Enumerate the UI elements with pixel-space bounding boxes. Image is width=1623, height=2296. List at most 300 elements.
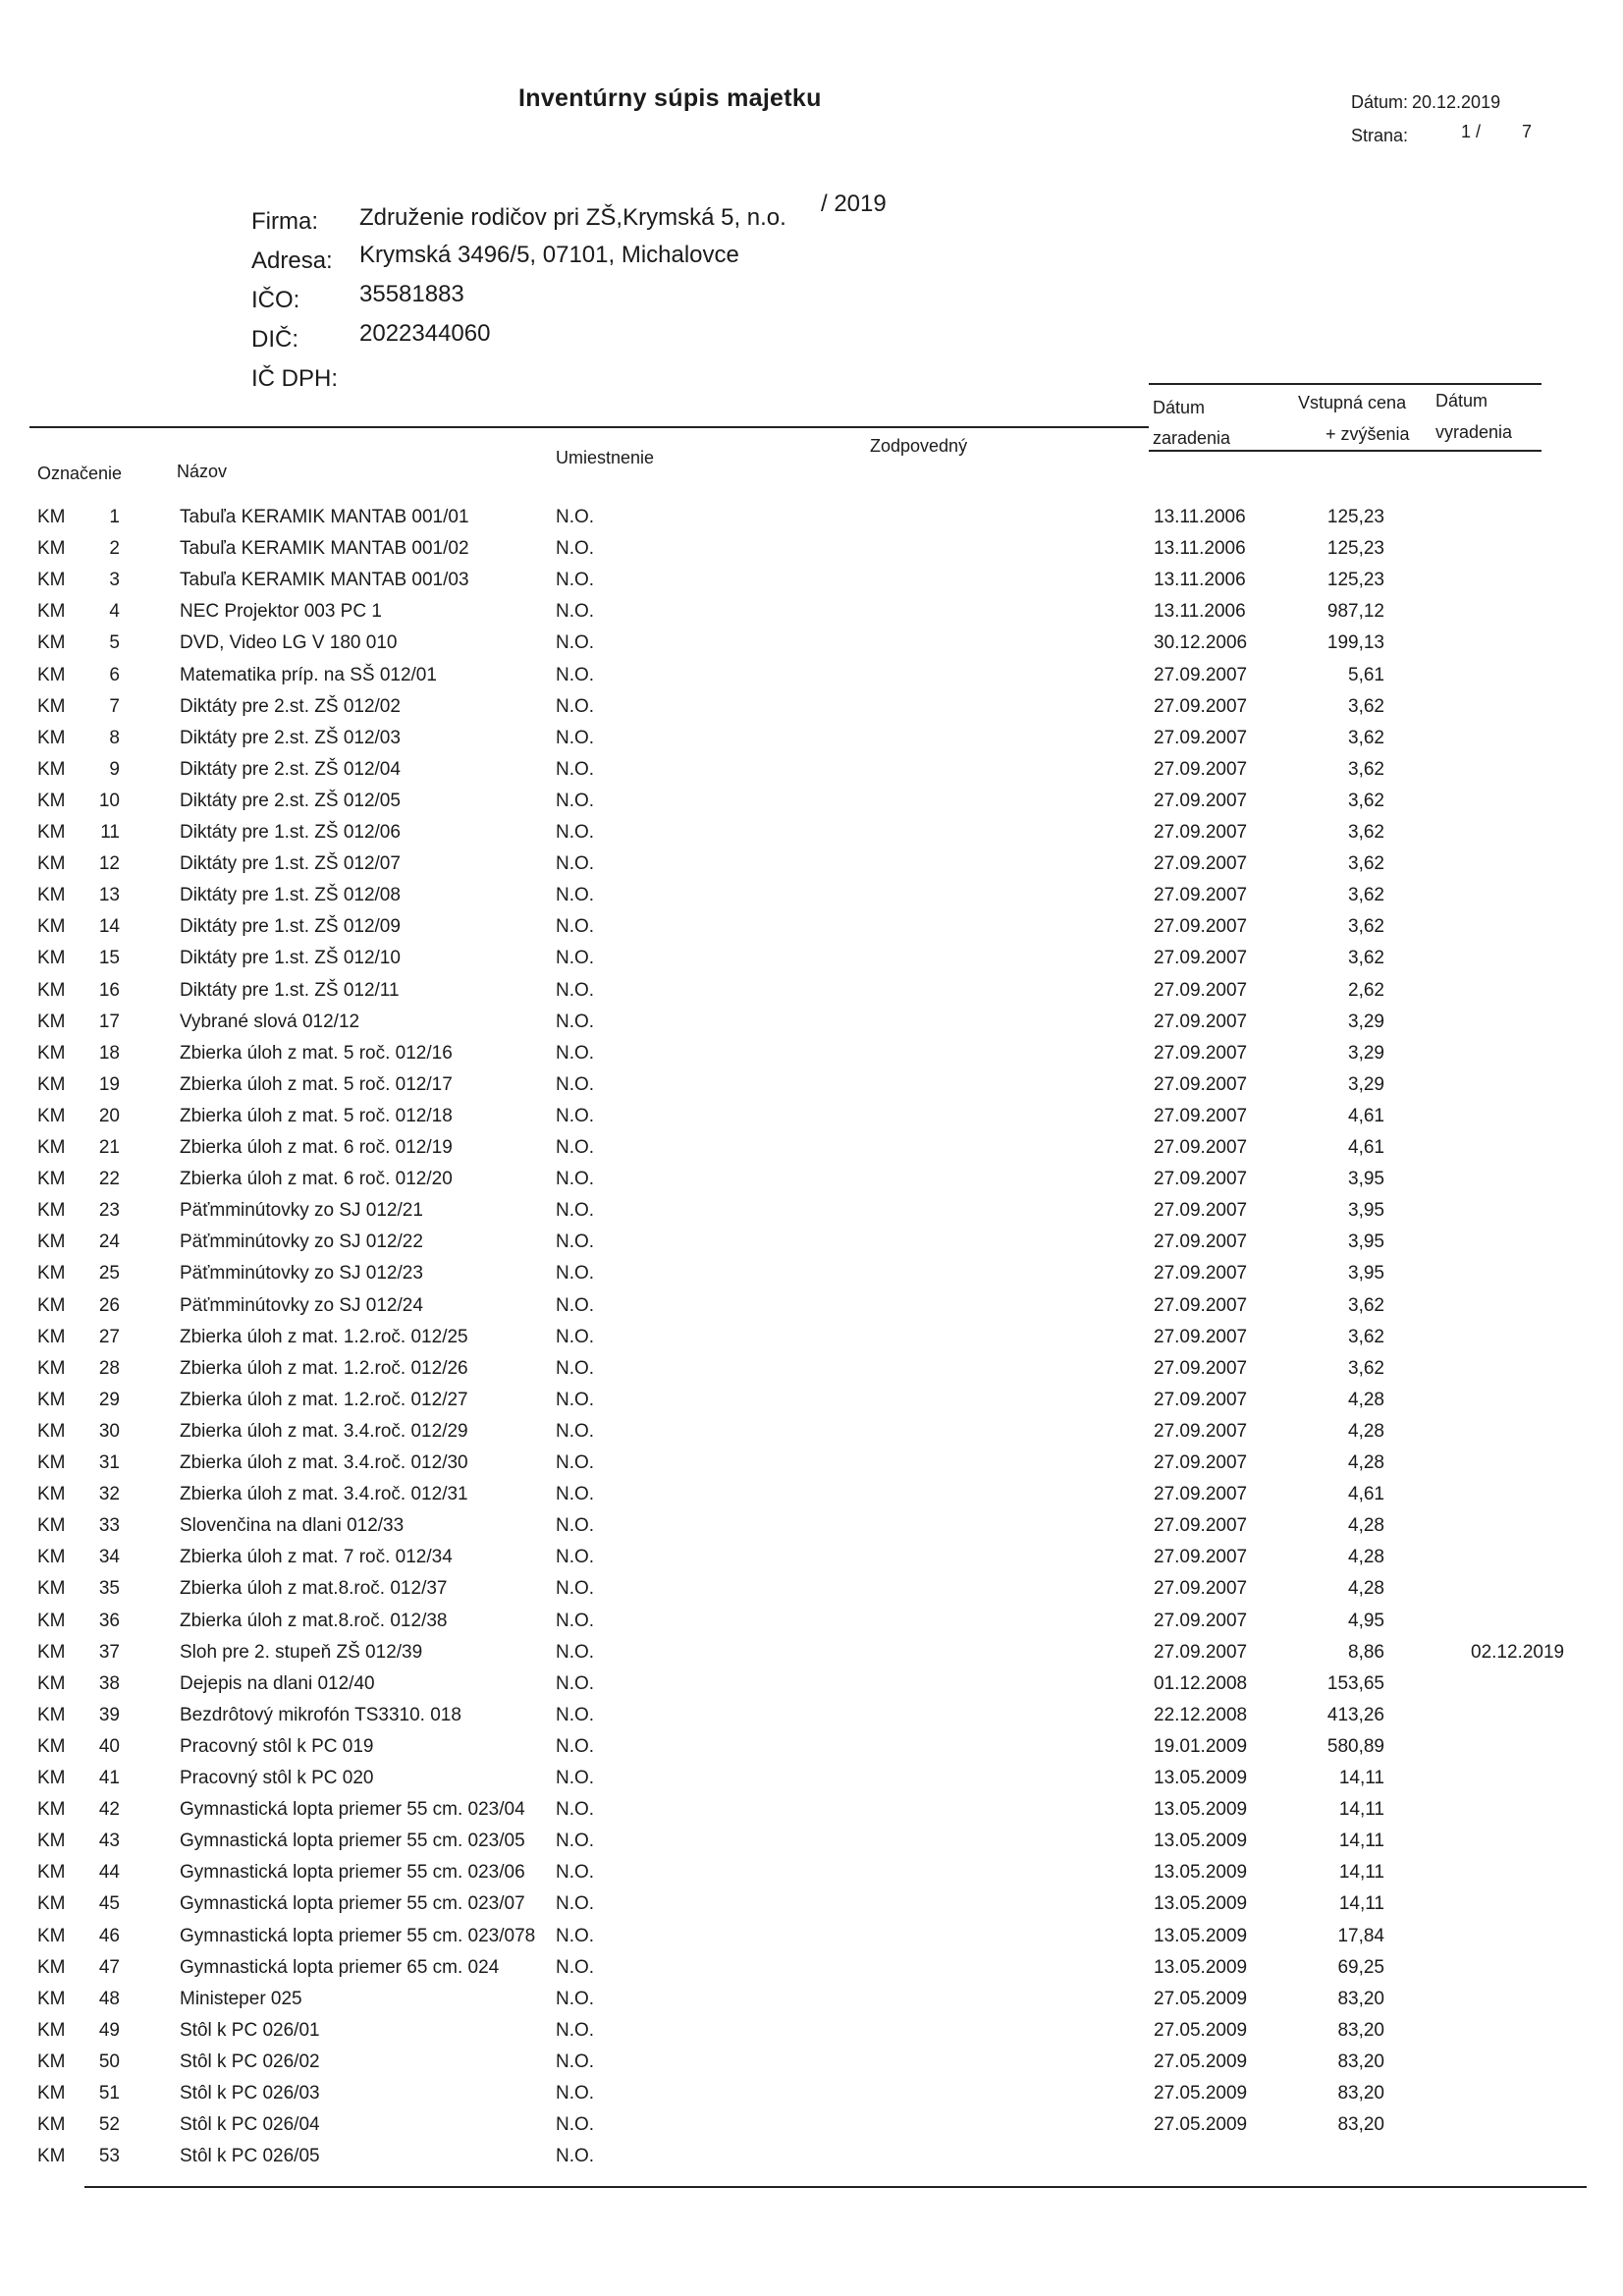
row-price: 3,62	[1348, 1357, 1384, 1379]
row-km: KM	[37, 1326, 66, 1347]
row-price: 69,25	[1337, 1956, 1384, 1978]
row-name: Gymnastická lopta priemer 55 cm. 023/04	[180, 1799, 525, 1821]
row-number: 25	[98, 1263, 120, 1285]
row-km: KM	[37, 632, 66, 654]
row-price: 4,28	[1348, 1515, 1384, 1537]
row-number: 29	[98, 1389, 120, 1410]
row-date: 27.09.2007	[1154, 1484, 1248, 1505]
row-location: N.O.	[556, 1042, 595, 1064]
row-number: 13	[98, 885, 120, 906]
row-price: 125,23	[1326, 570, 1384, 591]
row-name: Zbierka úloh z mat. 6 roč. 012/19	[180, 1137, 453, 1158]
col-cena-2: + zvýšenia	[1325, 424, 1410, 444]
row-price: 2,62	[1348, 979, 1384, 1001]
row-location: N.O.	[556, 1704, 595, 1725]
row-km: KM	[37, 1484, 66, 1505]
table-row	[0, 1327, 1623, 1354]
row-km: KM	[37, 1862, 66, 1884]
row-name: Diktáty pre 1.st. ZŠ 012/09	[180, 916, 401, 938]
row-location: N.O.	[556, 948, 595, 969]
row-date: 27.09.2007	[1154, 1389, 1248, 1410]
table-row	[0, 1169, 1623, 1196]
row-number: 49	[98, 2019, 120, 2041]
row-name: Zbierka úloh z mat. 1.2.roč. 012/25	[180, 1326, 468, 1347]
row-location: N.O.	[556, 1137, 595, 1158]
row-location: N.O.	[556, 758, 595, 780]
row-date: 27.09.2007	[1154, 1263, 1248, 1285]
row-number: 1	[109, 507, 120, 527]
row-location: N.O.	[556, 1389, 595, 1410]
row-km: KM	[37, 1956, 66, 1978]
row-date: 27.09.2007	[1154, 695, 1248, 717]
col-umiestnenie: Umiestnenie	[556, 448, 655, 467]
row-km: KM	[37, 1137, 66, 1158]
row-price: 14,11	[1338, 1831, 1384, 1852]
row-name: DVD, Video LG V 180 010	[180, 632, 398, 654]
page-current: 1 /	[1461, 122, 1482, 141]
table-row	[0, 1642, 1623, 1669]
row-price: 3,62	[1348, 695, 1384, 717]
row-date: 27.09.2007	[1154, 1452, 1248, 1473]
row-location: N.O.	[556, 2083, 595, 2104]
row-name: Pracovný stôl k PC 020	[180, 1768, 374, 1788]
row-location: N.O.	[556, 790, 595, 811]
row-number: 50	[98, 2050, 120, 2072]
row-date: 27.05.2009	[1154, 2050, 1248, 2072]
row-date: 27.05.2009	[1154, 2083, 1248, 2104]
adresa-value: Krymská 3496/5, 07101, Michalovce	[359, 242, 739, 268]
row-name: Päťmminútovky zo SJ 012/23	[180, 1263, 423, 1285]
row-location: N.O.	[556, 1420, 595, 1442]
row-name: Ministeper 025	[180, 1988, 302, 2009]
row-price: 83,20	[1337, 2083, 1384, 2104]
row-name: Zbierka úloh z mat. 5 roč. 012/18	[180, 1105, 453, 1126]
row-date: 13.05.2009	[1154, 1893, 1248, 1915]
firma-label: Firma:	[251, 208, 318, 235]
table-row	[0, 1673, 1623, 1701]
row-date: 13.11.2006	[1154, 507, 1246, 527]
table-row	[0, 948, 1623, 975]
row-name: Vybrané slová 012/12	[180, 1011, 360, 1032]
dic-label: DIČ:	[251, 326, 298, 353]
row-km: KM	[37, 2083, 66, 2104]
col-datum-2: zaradenia	[1153, 428, 1231, 448]
row-km: KM	[37, 570, 66, 591]
row-price: 3,62	[1348, 1326, 1384, 1347]
table-row	[0, 1893, 1623, 1921]
row-number: 42	[98, 1799, 120, 1821]
row-km: KM	[37, 1578, 66, 1600]
table-row	[0, 1926, 1623, 1953]
row-name: Diktáty pre 1.st. ZŠ 012/06	[180, 822, 401, 843]
date-value: 20.12.2019	[1412, 92, 1501, 112]
row-price: 3,62	[1348, 790, 1384, 811]
row-km: KM	[37, 948, 66, 969]
row-name: Zbierka úloh z mat. 1.2.roč. 012/27	[180, 1389, 468, 1410]
table-row	[0, 601, 1623, 629]
row-name: Gymnastická lopta priemer 65 cm. 024	[180, 1956, 500, 1978]
row-km: KM	[37, 1231, 66, 1253]
row-location: N.O.	[556, 1610, 595, 1631]
row-date: 27.09.2007	[1154, 822, 1248, 843]
table-row	[0, 1106, 1623, 1133]
table-row	[0, 759, 1623, 787]
row-date: 13.05.2009	[1154, 1925, 1248, 1946]
row-price: 3,62	[1348, 916, 1384, 938]
row-number: 14	[98, 916, 120, 938]
row-name: Pracovný stôl k PC 019	[180, 1735, 374, 1757]
row-name: Diktáty pre 1.st. ZŠ 012/08	[180, 885, 401, 906]
row-location: N.O.	[556, 695, 595, 717]
row-price: 3,62	[1348, 758, 1384, 780]
row-price: 3,29	[1348, 1042, 1384, 1064]
row-price: 5,61	[1348, 664, 1384, 685]
row-date: 27.09.2007	[1154, 1200, 1248, 1222]
row-location: N.O.	[556, 1735, 595, 1757]
row-price: 3,29	[1348, 1073, 1384, 1095]
row-price: 3,62	[1348, 822, 1384, 843]
row-date: 27.09.2007	[1154, 790, 1248, 811]
row-date: 27.09.2007	[1154, 758, 1248, 780]
row-name: Gymnastická lopta priemer 55 cm. 023/07	[180, 1893, 525, 1915]
row-location: N.O.	[556, 1862, 595, 1884]
row-name: Stôl k PC 026/03	[180, 2083, 320, 2104]
table-row	[0, 1989, 1623, 2016]
row-date: 27.09.2007	[1154, 885, 1248, 906]
row-number: 4	[109, 601, 120, 623]
row-number: 11	[100, 822, 120, 843]
row-km: KM	[37, 1357, 66, 1379]
table-row	[0, 2114, 1623, 2142]
date-label: Dátum:	[1351, 92, 1409, 112]
row-date: 27.09.2007	[1154, 1515, 1248, 1537]
row-location: N.O.	[556, 1105, 595, 1126]
table-row	[0, 1200, 1623, 1228]
table-row	[0, 1263, 1623, 1290]
row-km: KM	[37, 1200, 66, 1222]
table-row	[0, 507, 1623, 534]
row-location: N.O.	[556, 1200, 595, 1222]
row-price: 987,12	[1326, 601, 1384, 623]
dic-value: 2022344060	[359, 320, 491, 347]
row-price: 4,61	[1348, 1137, 1384, 1158]
row-location: N.O.	[556, 2050, 595, 2072]
table-row	[0, 538, 1623, 566]
row-price: 4,28	[1348, 1420, 1384, 1442]
row-name: Zbierka úloh z mat.8.roč. 012/38	[180, 1610, 448, 1631]
row-km: KM	[37, 1452, 66, 1473]
row-location: N.O.	[556, 1988, 595, 2009]
row-price: 199,13	[1326, 632, 1384, 654]
table-row	[0, 2146, 1623, 2173]
row-km: KM	[37, 790, 66, 811]
row-km: KM	[37, 1263, 66, 1285]
row-price: 4,61	[1348, 1105, 1384, 1126]
row-price: 125,23	[1326, 507, 1384, 527]
row-name: Dejepis na dlani 012/40	[180, 1672, 375, 1694]
row-number: 32	[98, 1484, 120, 1505]
col-vyradenie-1: Dátum	[1435, 391, 1488, 410]
row-date: 27.09.2007	[1154, 1105, 1248, 1126]
row-name: Zbierka úloh z mat. 5 roč. 012/17	[180, 1073, 453, 1095]
row-number: 7	[109, 695, 120, 717]
row-location: N.O.	[556, 1641, 595, 1663]
row-km: KM	[37, 1105, 66, 1126]
row-price: 3,62	[1348, 948, 1384, 969]
row-location: N.O.	[556, 1672, 595, 1694]
row-date: 27.05.2009	[1154, 2019, 1248, 2041]
document-title: Inventúrny súpis majetku	[518, 84, 822, 112]
table-row	[0, 2051, 1623, 2079]
table-row	[0, 791, 1623, 818]
row-location: N.O.	[556, 1768, 595, 1788]
adresa-label: Adresa:	[251, 247, 333, 274]
table-row	[0, 980, 1623, 1008]
row-location: N.O.	[556, 916, 595, 938]
row-location: N.O.	[556, 1799, 595, 1821]
row-location: N.O.	[556, 979, 595, 1001]
row-km: KM	[37, 507, 66, 527]
row-location: N.O.	[556, 885, 595, 906]
row-km: KM	[37, 758, 66, 780]
row-number: 6	[109, 664, 120, 685]
row-name: NEC Projektor 003 PC 1	[180, 601, 382, 623]
table-row	[0, 1452, 1623, 1480]
row-date: 27.09.2007	[1154, 1169, 1248, 1190]
row-name: Zbierka úloh z mat. 5 roč. 012/16	[180, 1042, 453, 1064]
row-price: 83,20	[1337, 2050, 1384, 2072]
firma-value: Združenie rodičov pri ZŠ,Krymská 5, n.o.	[359, 204, 786, 231]
row-km: KM	[37, 1831, 66, 1852]
row-km: KM	[37, 538, 66, 560]
row-date: 13.05.2009	[1154, 1862, 1248, 1884]
row-number: 24	[98, 1231, 120, 1253]
table-row	[0, 1611, 1623, 1638]
col-nazov: Názov	[177, 462, 228, 481]
row-date: 27.09.2007	[1154, 1011, 1248, 1032]
row-number: 15	[98, 948, 120, 969]
row-number: 20	[98, 1105, 120, 1126]
row-date: 27.09.2007	[1154, 1137, 1248, 1158]
row-name: Zbierka úloh z mat. 6 roč. 012/20	[180, 1169, 453, 1190]
row-date: 13.05.2009	[1154, 1831, 1248, 1852]
row-name: Zbierka úloh z mat.8.roč. 012/37	[180, 1578, 448, 1600]
row-km: KM	[37, 885, 66, 906]
row-km: KM	[37, 1169, 66, 1190]
row-km: KM	[37, 1294, 66, 1316]
row-km: KM	[37, 1073, 66, 1095]
col-oznacenie: Označenie	[37, 464, 123, 483]
row-name: Tabuľa KERAMIK MANTAB 001/03	[180, 570, 469, 591]
row-date: 27.09.2007	[1154, 948, 1248, 969]
row-date: 27.09.2007	[1154, 1073, 1248, 1095]
table-row	[0, 1011, 1623, 1039]
row-price: 4,28	[1348, 1547, 1384, 1568]
row-location: N.O.	[556, 1925, 595, 1946]
row-price: 14,11	[1338, 1768, 1384, 1788]
row-date: 13.05.2009	[1154, 1956, 1248, 1978]
row-name: Päťmminútovky zo SJ 012/24	[180, 1294, 423, 1316]
row-number: 36	[98, 1610, 120, 1631]
row-date: 27.09.2007	[1154, 1231, 1248, 1253]
row-location: N.O.	[556, 727, 595, 748]
row-name: Sloh pre 2. stupeň ZŠ 012/39	[180, 1641, 423, 1663]
row-km: KM	[37, 1011, 66, 1032]
row-price: 580,89	[1326, 1735, 1384, 1757]
row-location: N.O.	[556, 570, 595, 591]
row-price: 3,29	[1348, 1011, 1384, 1032]
row-number: 40	[98, 1735, 120, 1757]
table-row	[0, 1043, 1623, 1070]
row-km: KM	[37, 1515, 66, 1537]
row-number: 23	[98, 1200, 120, 1222]
row-km: KM	[37, 1672, 66, 1694]
row-name: Zbierka úloh z mat. 7 roč. 012/34	[180, 1547, 453, 1568]
row-number: 9	[109, 758, 120, 780]
row-price: 83,20	[1337, 2114, 1384, 2136]
table-row	[0, 1736, 1623, 1764]
row-date: 27.09.2007	[1154, 1610, 1248, 1631]
table-row	[0, 2020, 1623, 2048]
row-price: 3,95	[1348, 1231, 1384, 1253]
row-price: 125,23	[1326, 538, 1384, 560]
row-date: 13.11.2006	[1154, 601, 1246, 623]
row-price: 413,26	[1326, 1704, 1384, 1725]
row-number: 27	[98, 1326, 120, 1347]
row-number: 44	[98, 1862, 120, 1884]
table-row	[0, 696, 1623, 724]
row-km: KM	[37, 1925, 66, 1946]
row-number: 38	[98, 1672, 120, 1694]
row-number: 52	[98, 2114, 120, 2136]
row-number: 12	[98, 853, 120, 875]
row-name: Matematika príp. na SŠ 012/01	[180, 664, 437, 685]
row-location: N.O.	[556, 664, 595, 685]
row-number: 10	[98, 790, 120, 811]
table-row	[0, 728, 1623, 755]
table-row	[0, 665, 1623, 692]
row-name: Diktáty pre 1.st. ZŠ 012/10	[180, 948, 401, 969]
row-name: Diktáty pre 2.st. ZŠ 012/04	[180, 758, 401, 780]
col-datum-1: Dátum	[1153, 398, 1206, 417]
row-name: Stôl k PC 026/02	[180, 2050, 320, 2072]
row-number: 5	[109, 632, 120, 654]
row-price: 14,11	[1338, 1799, 1384, 1821]
row-number: 26	[98, 1294, 120, 1316]
row-date: 27.09.2007	[1154, 1294, 1248, 1316]
table-row	[0, 2083, 1623, 2110]
row-location: N.O.	[556, 1831, 595, 1852]
row-name: Diktáty pre 2.st. ZŠ 012/02	[180, 695, 401, 717]
table-row	[0, 1515, 1623, 1543]
row-location: N.O.	[556, 1547, 595, 1568]
table-row	[0, 822, 1623, 849]
row-retire-date: 02.12.2019	[1471, 1641, 1565, 1663]
row-number: 47	[98, 1956, 120, 1978]
row-location: N.O.	[556, 1357, 595, 1379]
row-km: KM	[37, 1610, 66, 1631]
row-number: 48	[98, 1988, 120, 2009]
row-number: 39	[98, 1704, 120, 1725]
table-row	[0, 885, 1623, 912]
row-km: KM	[37, 1735, 66, 1757]
row-location: N.O.	[556, 1169, 595, 1190]
row-location: N.O.	[556, 2146, 595, 2167]
row-name: Gymnastická lopta priemer 55 cm. 023/078	[180, 1925, 536, 1946]
row-number: 16	[98, 979, 120, 1001]
row-price: 153,65	[1326, 1672, 1384, 1694]
page-label: Strana:	[1351, 126, 1409, 145]
row-price: 3,62	[1348, 885, 1384, 906]
row-date: 13.11.2006	[1154, 570, 1246, 591]
row-name: Diktáty pre 2.st. ZŠ 012/05	[180, 790, 401, 811]
row-location: N.O.	[556, 853, 595, 875]
row-date: 27.09.2007	[1154, 727, 1248, 748]
row-name: Päťmminútovky zo SJ 012/21	[180, 1200, 423, 1222]
row-number: 33	[98, 1515, 120, 1537]
firma-year: / 2019	[821, 191, 887, 217]
table-row	[0, 1484, 1623, 1511]
table-row	[0, 1578, 1623, 1606]
row-number: 30	[98, 1420, 120, 1442]
row-number: 41	[98, 1768, 120, 1788]
header-rule-left	[29, 426, 1149, 428]
row-number: 51	[98, 2083, 120, 2104]
page-total: 7	[1522, 122, 1533, 141]
row-number: 28	[98, 1357, 120, 1379]
row-price: 4,61	[1348, 1484, 1384, 1505]
row-location: N.O.	[556, 1231, 595, 1253]
row-name: Zbierka úloh z mat. 3.4.roč. 012/31	[180, 1484, 468, 1505]
table-row	[0, 853, 1623, 881]
icdph-label: IČ DPH:	[251, 365, 339, 392]
row-km: KM	[37, 822, 66, 843]
table-row	[0, 1799, 1623, 1827]
row-date: 30.12.2006	[1154, 632, 1248, 654]
table-row	[0, 1957, 1623, 1985]
row-date: 13.05.2009	[1154, 1768, 1248, 1788]
row-location: N.O.	[556, 1484, 595, 1505]
row-date: 19.01.2009	[1154, 1735, 1248, 1757]
row-date: 22.12.2008	[1154, 1704, 1248, 1725]
col-vyradenie-2: vyradenia	[1435, 422, 1513, 442]
table-row	[0, 1768, 1623, 1795]
row-location: N.O.	[556, 1956, 595, 1978]
col-cena-1: Vstupná cena	[1298, 393, 1407, 412]
row-location: N.O.	[556, 2019, 595, 2041]
row-price: 3,62	[1348, 853, 1384, 875]
row-location: N.O.	[556, 1578, 595, 1600]
header-rule-top	[1149, 383, 1542, 385]
row-location: N.O.	[556, 2114, 595, 2136]
row-price: 4,28	[1348, 1389, 1384, 1410]
table-row	[0, 1137, 1623, 1165]
row-name: Slovenčina na dlani 012/33	[180, 1515, 405, 1537]
row-date: 27.05.2009	[1154, 1988, 1248, 2009]
row-location: N.O.	[556, 1011, 595, 1032]
row-date: 27.09.2007	[1154, 664, 1248, 685]
row-name: Zbierka úloh z mat. 1.2.roč. 012/26	[180, 1357, 468, 1379]
row-km: KM	[37, 1768, 66, 1788]
row-date: 27.09.2007	[1154, 1326, 1248, 1347]
row-name: Gymnastická lopta priemer 55 cm. 023/06	[180, 1862, 525, 1884]
table-row	[0, 916, 1623, 944]
row-number: 46	[98, 1925, 120, 1946]
row-date: 27.09.2007	[1154, 979, 1248, 1001]
row-name: Stôl k PC 026/04	[180, 2114, 320, 2136]
row-number: 3	[109, 570, 120, 591]
row-name: Stôl k PC 026/05	[180, 2146, 320, 2167]
